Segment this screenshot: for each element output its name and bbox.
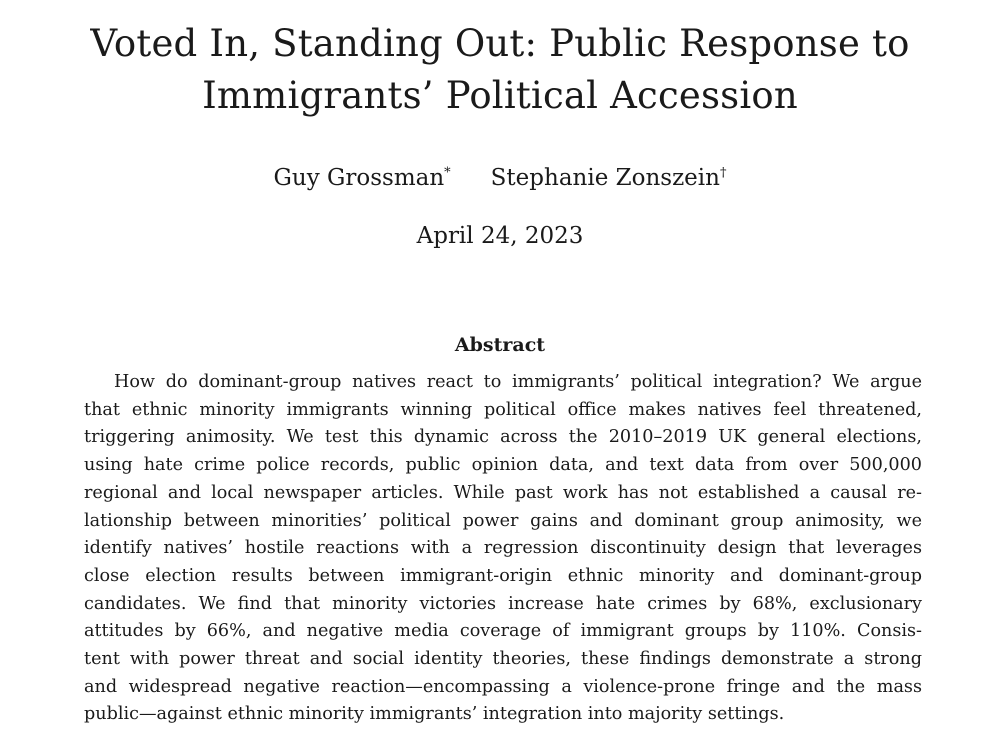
abstract-line: lationship between minorities’ political power gains and dominant group animosity, we [84,510,922,531]
author-2 [491,160,727,196]
title-line-1: Voted In, Standing Out: Public Response to [90,22,910,65]
author-1 [274,160,451,196]
abstract-line: and widespread negative reaction—encompassing a violence-prone fringe and the mass [84,676,922,697]
abstract-line: regional and local newspaper articles. While past work has not established a causal re- [84,482,922,503]
paper-title [0,18,1000,122]
author-2-name: Stephanie Zonszein [490,165,720,191]
abstract-body [84,369,922,729]
title-line-2: Immigrants’ Political Accession [202,74,798,117]
author-list [0,160,1000,196]
abstract-line: using hate crime police records, public opinion data, and text data from over 500,000 [84,455,922,476]
abstract-line: identify natives’ hostile reactions with a regression discontinuity design that leverages [84,538,922,559]
author-1-footnote-mark: * [444,165,451,181]
publication-date: April 24, 2023 [416,223,584,249]
abstract-line: triggering animosity. We test this dynamic across the 2010–2019 UK general elections, [84,427,922,448]
abstract-heading: Abstract [454,334,546,356]
abstract-line: that ethnic minority immigrants winning political office makes natives feel threatened, [84,399,922,420]
abstract-line: tent with power threat and social identity theories, these findings demonstrate a strong [84,649,922,670]
author-1-name: Guy Grossman [273,165,445,191]
abstract-line: close election results between immigrant-origin ethnic minority and dominant-group [84,565,922,586]
abstract-line: candidates. We find that minority victories increase hate crimes by 68%, exclusionary [84,593,922,614]
abstract-line: public—against ethnic minority immigrants’ integration into majority settings. [84,704,785,725]
abstract-line: How do dominant-group natives react to immigrants’ political integration? We argue [114,372,922,392]
abstract-line: attitudes by 66%, and negative media coverage of immigrant groups by 110%. Consis- [84,621,922,642]
author-2-footnote-mark: † [719,165,727,181]
